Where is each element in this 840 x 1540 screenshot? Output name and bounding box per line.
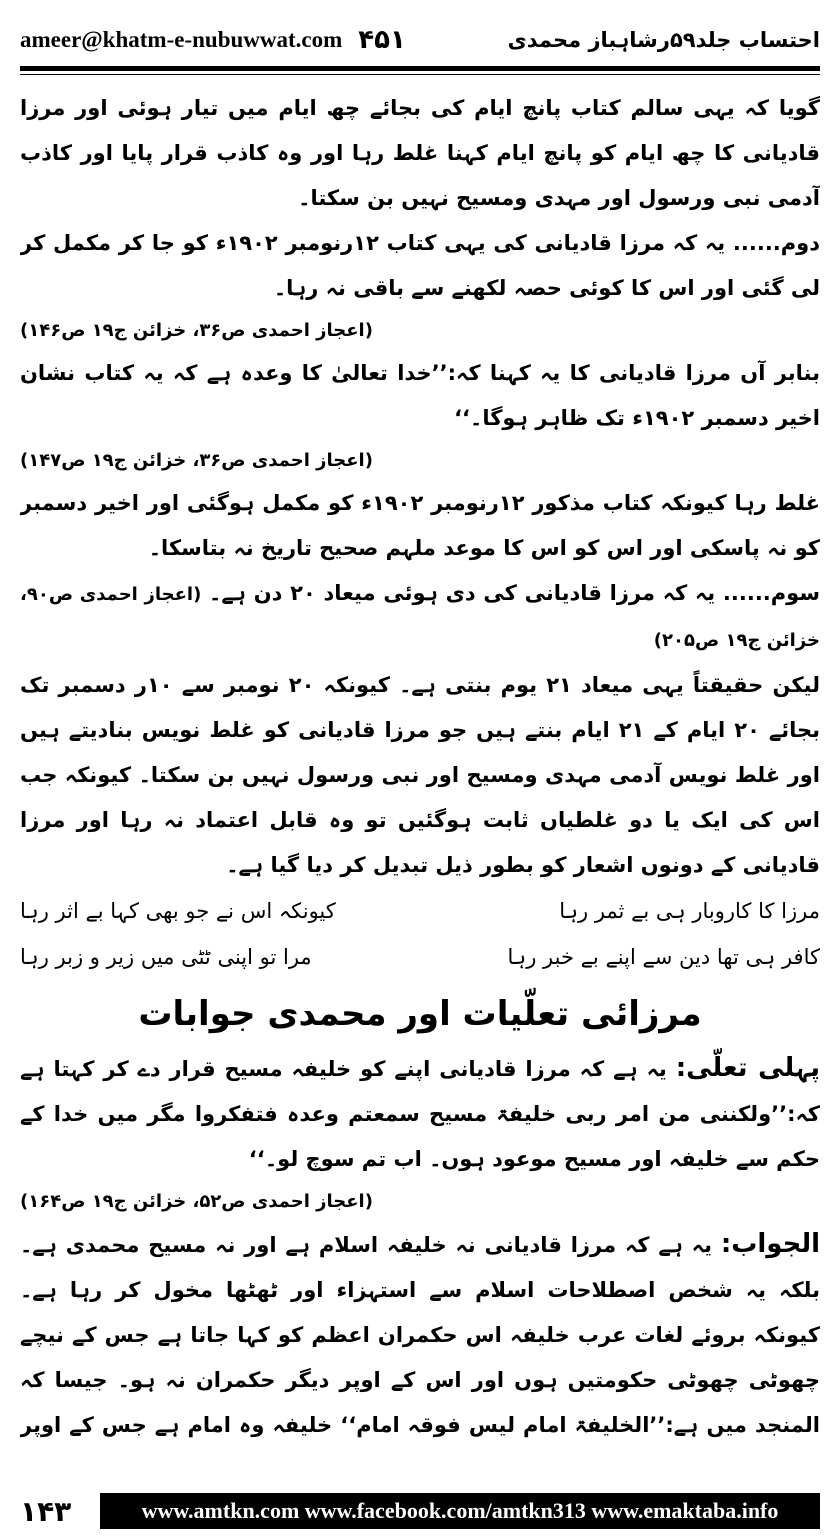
- verse-2a: کافر ہی تھا دین سے اپنے بے خبر رہا: [507, 945, 820, 969]
- paragraph-1: گویا کہ یہی سالم کتاب پانچ ایام کی بجائے چھ ایام میں تیار ہوئی اور مرزا قادیانی کا چھ ایام کو پانچ ایام کہنا غلط رہا اور وہ کاذب قرار پایا اور کاذب آدمی نبی ورسول اور مہدی ومسیح نہیں بن سکتا۔: [20, 96, 820, 210]
- header-email[interactable]: ameer@khatm-e-nubuwwat.com: [20, 27, 343, 52]
- header-title: احتساب جلد۵۹رشاہباز محمدی: [507, 28, 820, 52]
- header-page-number: ۴۵۱: [358, 25, 406, 55]
- paragraph-5: [20, 571, 820, 663]
- claim-label: پہلی تعلّی:: [675, 1053, 820, 1083]
- claim-text: یہ ہے کہ مرزا قادیانی اپنے کو خلیفہ مسیح قرار دے کر کہتا ہے کہ:’’ولکننی من امر ربی خلیفۃ مسیح سمعتم وعدہ فتفکروا مگر میں خدا کے حکم سے خلیفہ اور مسیح موعود ہوں۔ اب تم سوچ لو۔‘‘: [20, 1057, 820, 1171]
- poetry-block: [20, 888, 820, 980]
- header-rule-thin: [20, 74, 820, 75]
- answer-paragraph: [20, 1222, 820, 1446]
- point-label-second: دوم......: [732, 231, 820, 255]
- paragraph-2-text: یہ کہ مرزا قادیانی کی یہی کتاب ۱۲رنومبر ۱۹۰۲ء کو جا کر مکمل کر لی گئی اور اس کا کوئی حصہ لکھنے سے باقی نہ رہا۔: [20, 231, 820, 300]
- point-label-third: سوم......: [722, 581, 820, 605]
- verse-1b: کیونکہ اس نے جو بھی کہا بے اثر رہا: [20, 899, 336, 923]
- couplet-1: [20, 888, 820, 934]
- paragraph-4: غلط رہا کیونکہ کتاب مذکور ۱۲رنومبر ۱۹۰۲ء کو مکمل ہوگئی اور اخیر دسمبر کو نہ پاسکی اور اس کو اس کا موعد ملہم صحیح تاریخ نہ بتاسکا۔: [20, 491, 820, 560]
- citation-3: (اعجاز احمدی ص۹۰، خزائن ج۱۹ ص۲۰۵): [20, 584, 820, 651]
- verse-1a: مرزا کا کاروبار ہی بے ثمر رہا: [559, 899, 820, 923]
- citation-1: (اعجاز احمدی ص۳۶، خزائن ج۱۹ ص۱۴۶): [20, 320, 373, 341]
- footer-links-bar: [100, 1493, 820, 1529]
- paragraph-6: لیکن حقیقتاً یہی میعاد ۲۱ یوم بنتی ہے۔ کیونکہ ۲۰ نومبر سے ۱۰ر دسمبر تک بجائے ۲۰ ایام کے ۲۱ ایام بنتے ہیں جو مرزا قادیانی کو غلط نویس بنادیتے ہیں اور غلط نویس آدمی مہدی ومسیح اور نبی ورسول نہیں بن سکتا۔ کیونکہ جب اس کی ایک یا دو غلطیاں ثابت ہوگئیں تو وہ قابل اعتماد نہ رہا اور مرزا قادیانی کے دونوں اشعار کو بطور ذیل تبدیل کر دیا گیا ہے۔: [20, 673, 820, 877]
- citation-2: (اعجاز احمدی ص۳۶، خزائن ج۱۹ ص۱۴۷): [20, 450, 373, 471]
- paragraph-2: [20, 221, 820, 311]
- page-footer: [20, 1488, 820, 1534]
- answer-text: یہ ہے کہ مرزا قادیانی نہ خلیفہ اسلام ہے اور نہ مسیح محمدی ہے۔ بلکہ یہ شخص اصطلاحات اسلام سے استہزاء اور ٹھٹھا مخول کر رہا ہے۔ کیونکہ بروئے لغات عرب خلیفہ اس حکمران اعظم کو کہا جاتا ہے جس کے نیچے چھوٹی چھوٹی حکومتیں ہوں اور اس کے اوپر دیگر حکمران نہ ہو۔ جیسا کہ المنجد میں ہے:’’الخلیفۃ امام لیس فوقہ امام‘‘ خلیفہ وہ امام ہے جس کے اوپر: [20, 1233, 820, 1437]
- header-rule-thick: [20, 66, 820, 71]
- paragraph-5-text: یہ کہ مرزا قادیانی کی دی ہوئی میعاد ۲۰ دن ہے۔: [209, 581, 716, 605]
- page-content: [20, 86, 820, 1446]
- claim-paragraph: [20, 1046, 820, 1182]
- couplet-2: [20, 934, 820, 980]
- paragraph-3: بنابر آں مرزا قادیانی کا یہ کہنا کہ:’’خدا تعالیٰ کا وعدہ ہے کہ یہ کتاب نشان اخیر دسمبر ۱۹۰۲ء تک ظاہر ہوگا۔‘‘: [20, 361, 820, 430]
- header-left: [20, 25, 406, 55]
- answer-label: الجواب:: [720, 1229, 820, 1259]
- verse-2b: مرا تو اپنی ٹٹی میں زیر و زبر رہا: [20, 945, 312, 969]
- page-header: [20, 18, 820, 62]
- footer-page-number: ۱۴۳: [20, 1494, 72, 1528]
- citation-4: (اعجاز احمدی ص۵۲، خزائن ج۱۹ ص۱۶۴): [20, 1191, 373, 1212]
- section-heading: مرزائی تعلّیات اور محمدی جوابات: [138, 994, 702, 1034]
- footer-links[interactable]: www.amtkn.com www.facebook.com/amtkn313 www.emaktaba.info: [141, 1498, 779, 1523]
